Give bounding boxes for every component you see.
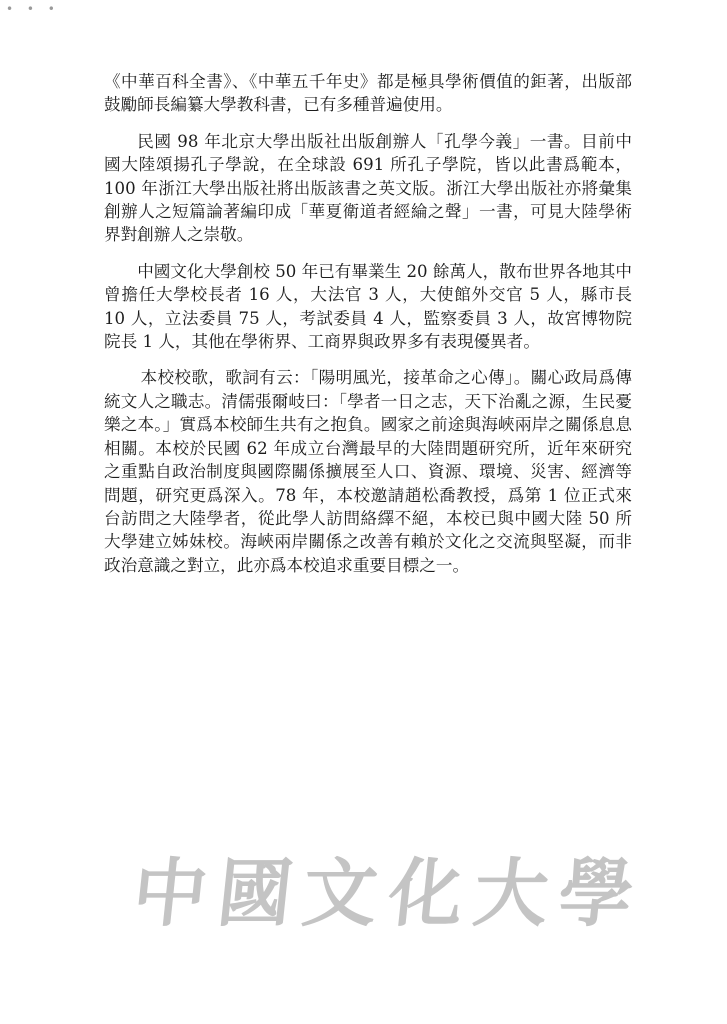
paragraph-confucius-book: 民國 98 年北京大學出版社出版創辦人「孔學今義」一書。目前中國大陸頌揚孔子學說，在全球設 691 所孔子學院，皆以此書爲範本，100 年浙江大學出版社將出版該書之英文版。浙江大學出版社亦將彙集創辦人之短篇論著編印成「華夏衛道者經綸之聲」一書，可見大陸學術界對創辦人之崇敬。 xyxy=(104,131,632,245)
document-body xyxy=(104,70,632,590)
watermark-char: 學 xyxy=(554,851,638,937)
watermark-char: 國 xyxy=(213,851,297,937)
paragraph-publications: 《中華百科全書》、《中華五千年史》都是極具學術價值的鉅著，出版部鼓勵師長編纂大學教科書，已有多種普遍使用。 xyxy=(104,72,632,115)
watermark-char: 文 xyxy=(298,851,382,937)
corner-marks: • • • xyxy=(6,2,60,16)
watermark-char: 大 xyxy=(469,851,553,937)
watermark-char: 中 xyxy=(128,851,212,937)
watermark-char: 化 xyxy=(384,851,468,937)
paragraph-school-song: 本校校歌，歌詞有云：「陽明風光，接革命之心傳」。關心政局爲傳統文人之職志。清儒張爾岐曰：「學者一日之志，天下治亂之源，生民憂樂之本。」實爲本校師生共有之抱負。國家之前途與海峽兩岸之關係息息相關。本校於民國 62 年成立台灣最早的大陸問題研究所，近年來研究之重點自政治制度與國際關係擴展至人口、資源、環境、災害、經濟等問題，研究更爲深入。78 年，本校邀請趙松喬教授，爲第 1 位正式來台訪問之大陸學者，從此學人訪問絡繹不絕，本校已與中國大陸 50 所大學建立姊妹校。海峽兩岸關係之改善有賴於文化之交流與堅凝，而非政治意識之對立，此亦爲本校追求重要目標之一。 xyxy=(104,368,632,575)
paragraph-alumni: 中國文化大學創校 50 年已有畢業生 20 餘萬人，散布世界各地其中曾擔任大學校長者 16 人，大法官 3 人，大使館外交官 5 人，縣市長 10 人，立法委員 75 人，考試委員 4 人，監察委員 3 人，故宮博物院院長 1 人，其他在學術界、工商界與政界多有表現優異者。 xyxy=(104,261,632,352)
university-name-watermark xyxy=(128,844,638,944)
